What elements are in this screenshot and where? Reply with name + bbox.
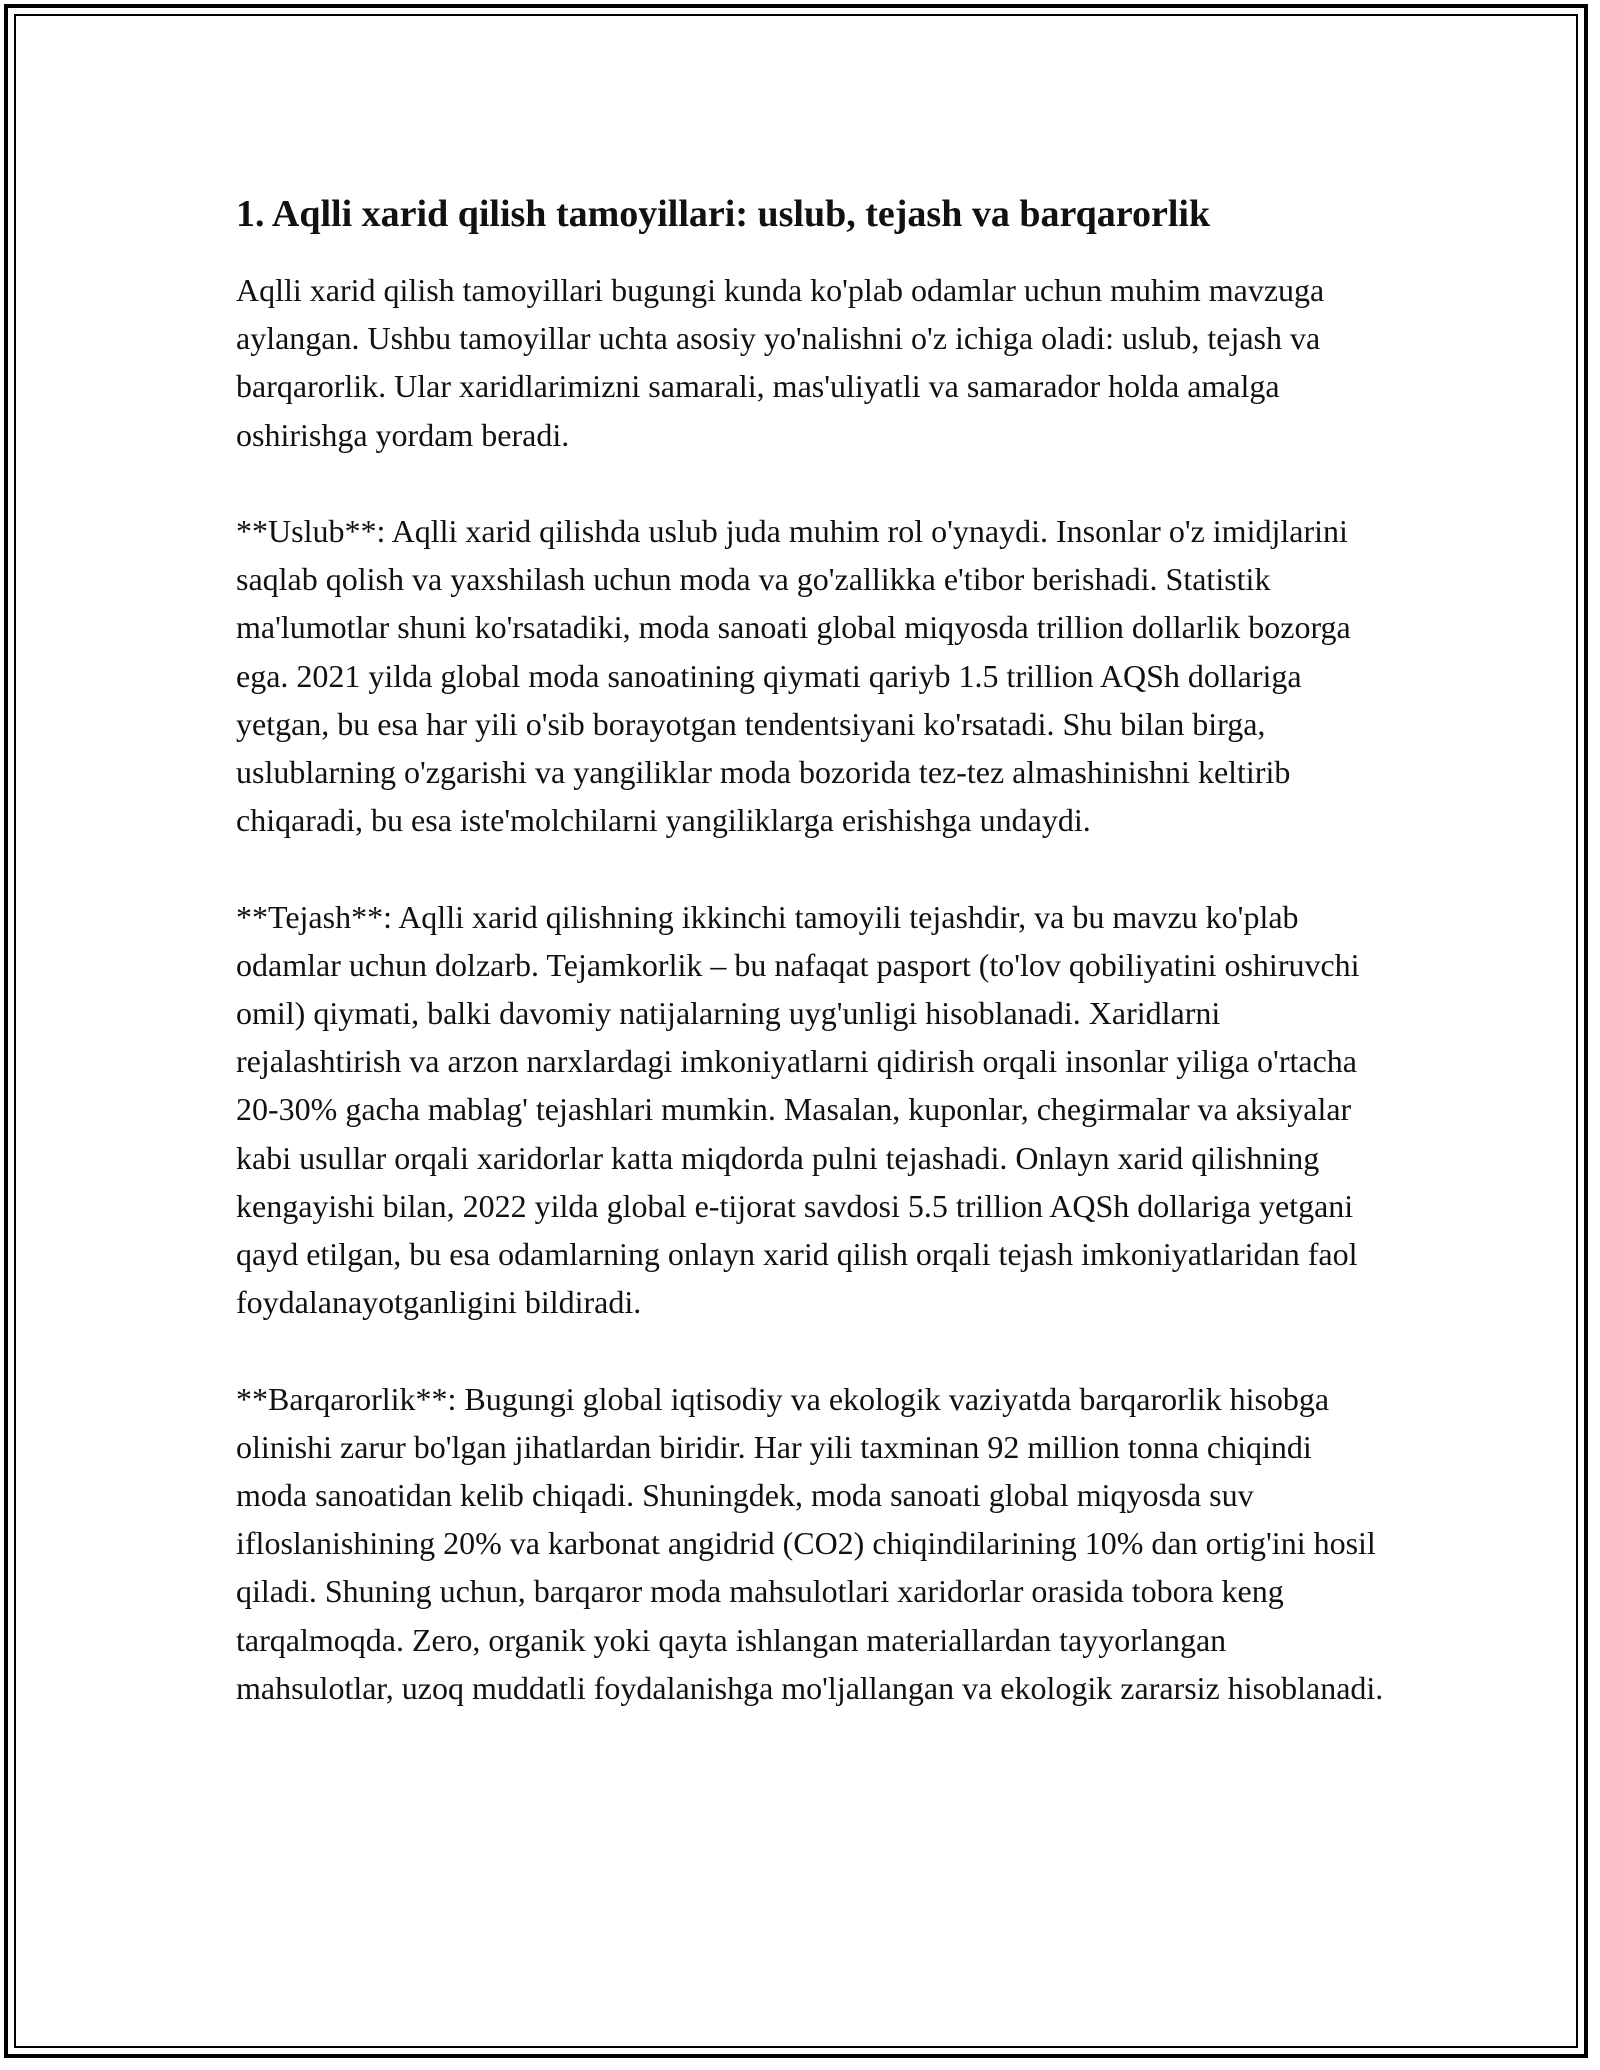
paragraph-barqarorlik: **Barqarorlik**: Bugungi global iqtisodiy va ekologik vaziyatda barqarorlik hisobga olinishi zarur bo'lgan jihatlardan biridir. Har yili taxminan 92 million tonna chiqindi moda sanoatidan kelib chiqadi. Shuningdek, moda sanoati global miqyosda suv ifloslanishining 20% va karbonat angidrid (CO2) chiqindilarining 10% dan ortig'ini hosil qiladi. Shuning uchun, barqaror moda mahsulotlari xaridorlar orasida tobora keng tarqalmoqda. Zero, organik yoki qayta ishlangan materiallardan tayyorlangan mahsulotlar, uzoq muddatli foydalanishga mo'ljallangan va ekologik zararsiz hisoblanadi. bbox=[236, 1380, 1384, 1706]
document-body bbox=[236, 188, 1386, 1760]
paragraph-intro: Aqlli xarid qilish tamoyillari bugungi kunda ko'plab odamlar uchun muhim mavzuga aylangan. Ushbu tamoyillar uchta asosiy yo'nalishni o'z ichiga oladi: uslub, tejash va barqarorlik. Ular xaridlarimizni samarali, mas'uliyatli va samarador holda amalga oshirishga yordam beradi. bbox=[236, 272, 1325, 453]
section-heading: 1. Aqlli xarid qilish tamoyillari: uslub, tejash va barqarorlik bbox=[236, 193, 1211, 235]
paragraph-uslub: **Uslub**: Aqlli xarid qilishda uslub juda muhim rol o'ynaydi. Insonlar o'z imidjlarini saqlab qolish va yaxshilash uchun moda va go'zallikka e'tibor berishadi. Statistik ma'lumotlar shuni ko'rsatadiki, moda sanoati global miqyosda trillion dollarlik bozorga ega. 2021 yilda global moda sanoatining qiymati qariyb 1.5 trillion AQSh dollariga yetgan, bu esa har yili o'sib borayotgan tendentsiyani ko'rsatadi. Shu bilan birga, uslublarning o'zgarishi va yangiliklar moda bozorida tez-tez almashinishni keltirib chiqaradi, bu esa iste'molchilarni yangiliklarga erishishga undaydi. bbox=[236, 513, 1351, 839]
paragraph-tejash: **Tejash**: Aqlli xarid qilishning ikkinchi tamoyili tejashdir, va bu mavzu ko'plab odamlar uchun dolzarb. Tejamkorlik – bu nafaqat pasport (to'lov qobiliyatini oshiruvchi omil) qiymati, balki davomiy natijalarning uyg'unligi hisoblanadi. Xaridlarni rejalashtirish va arzon narxlardagi imkoniyatlarni qidirish orqali insonlar yiliga o'rtacha 20-30% gacha mablag' tejashlari mumkin. Masalan, kuponlar, chegirmalar va aksiyalar kabi usullar orqali xaridorlar katta miqdorda pulni tejashadi. Onlayn xarid qilishning kengayishi bilan, 2022 yilda global e-tijorat savdosi 5.5 trillion AQSh dollariga yetgani qayd etilgan, bu esa odamlarning onlayn xarid qilish orqali tejash imkoniyatlaridan faol foydalanayotganligini bildiradi. bbox=[236, 898, 1360, 1321]
